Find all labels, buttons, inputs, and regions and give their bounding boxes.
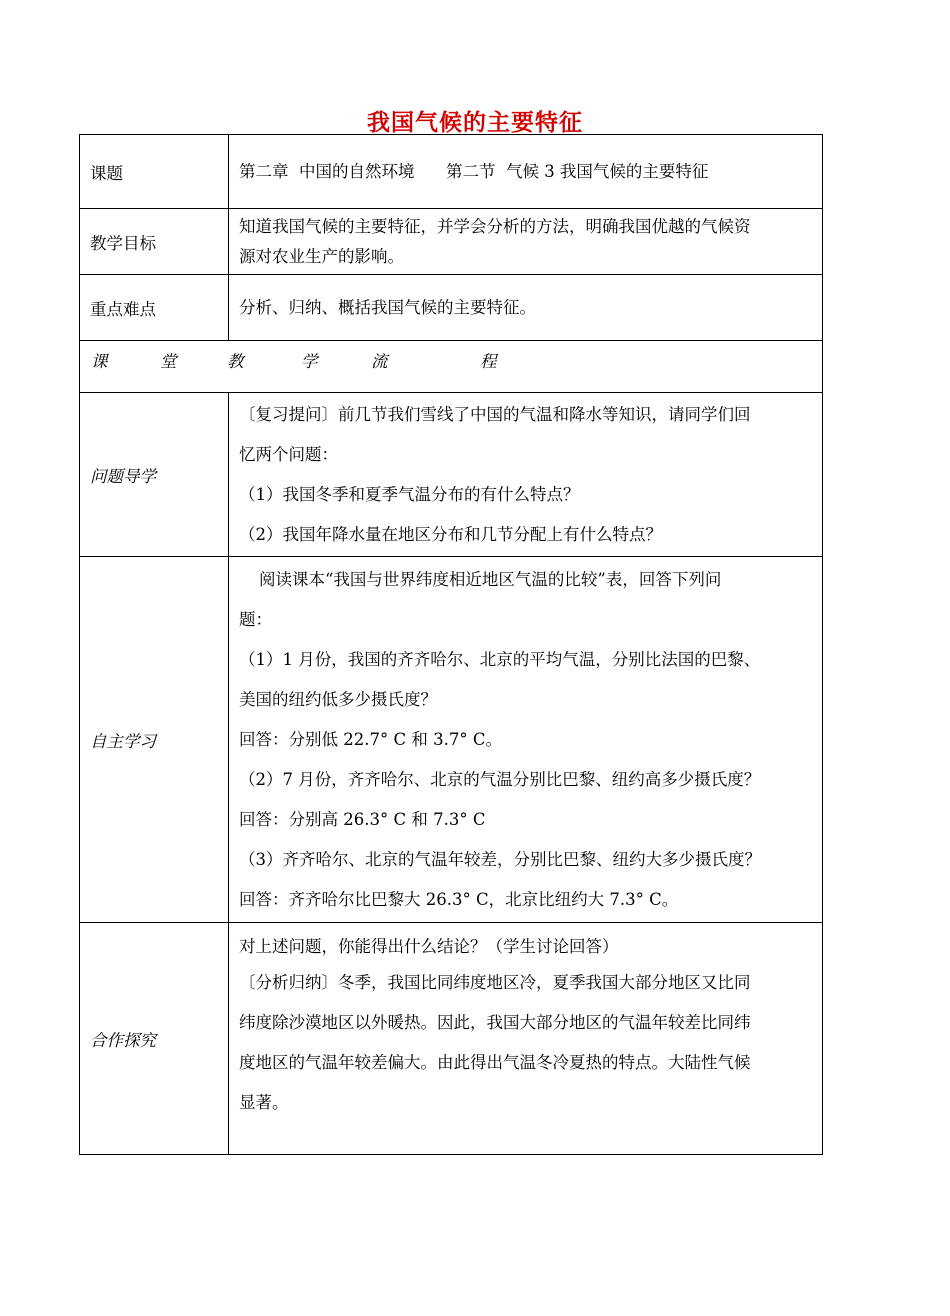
self-study-line: （1）1 月份，我国的齐齐哈尔、北京的平均气温，分别比法国的巴黎、 xyxy=(239,649,761,669)
guide-line: （2）我国年降水量在地区分布和几节分配上有什么特点？ xyxy=(239,524,662,544)
guide-line: （1）我国冬季和夏季气温分布的有什么特点？ xyxy=(239,484,580,504)
topic-text: 第二章 中国的自然环境 第二节 气候 3 我国气候的主要特征 xyxy=(239,161,709,181)
self-study-line: 美国的纽约低多少摄氏度？ xyxy=(239,689,437,709)
focus-label: 重点难点 xyxy=(80,275,229,341)
guide-line: 〔复习提问〕前几节我们雪线了中国的气温和降水等知识，请同学们回 xyxy=(239,404,751,424)
goals-value xyxy=(229,209,823,275)
self-study-line: 回答：分别高 26.3° C 和 7.3° C xyxy=(239,809,486,829)
self-study-line: （2）7 月份，齐齐哈尔、北京的气温分别比巴黎、纽约高多少摄氏度？ xyxy=(239,769,761,789)
guide-line: 忆两个问题： xyxy=(239,444,338,464)
table-row-goals xyxy=(80,209,823,275)
cooperate-line: 显著。 xyxy=(239,1093,289,1112)
cooperate-line: 纬度除沙漠地区以外暖热。因此，我国大部分地区的气温年较差比同纬 xyxy=(239,1013,751,1032)
flow-char: 课 xyxy=(91,351,108,371)
focus-text: 分析、归纳、概括我国气候的主要特征。 xyxy=(239,297,536,317)
goals-line: 源对农业生产的影响。 xyxy=(239,246,404,266)
topic-value xyxy=(229,135,823,209)
table-row-cooperate xyxy=(80,923,823,1155)
self-study-line: （3）齐齐哈尔、北京的气温年较差，分别比巴黎、纽约大多少摄氏度？ xyxy=(239,849,761,869)
flow-char: 学 xyxy=(301,351,318,371)
goals-line: 知道我国气候的主要特征，并学会分析的方法，明确我国优越的气候资 xyxy=(239,216,751,236)
cooperate-line: 〔分析归纳〕冬季，我国比同纬度地区冷，夏季我国大部分地区又比同 xyxy=(239,973,751,992)
self-study-line: 回答：分别低 22.7° C 和 3.7° C。 xyxy=(239,729,502,749)
cooperate-line: 度地区的气温年较差偏大。由此得出气温冬冷夏热的特点。大陆性气候 xyxy=(239,1053,751,1072)
focus-value xyxy=(229,275,823,341)
table-row-focus xyxy=(80,275,823,341)
self-study-line: 回答：齐齐哈尔比巴黎大 26.3° C，北京比纽约大 7.3° C。 xyxy=(239,889,679,909)
self-study-content xyxy=(229,557,823,923)
flow-header xyxy=(80,341,823,393)
flow-char: 程 xyxy=(480,351,497,371)
table-row-guide xyxy=(80,393,823,557)
table-row-topic xyxy=(80,135,823,209)
document-title: 我国气候的主要特征 xyxy=(367,110,583,136)
goals-label: 教学目标 xyxy=(80,209,229,275)
self-study-line: 阅读课本“我国与世界纬度相近地区气温的比较”表，回答下列问 xyxy=(259,569,722,589)
topic-label: 课题 xyxy=(80,135,229,209)
self-study-line: 题： xyxy=(239,609,272,629)
cooperate-label: 合作探究 xyxy=(80,923,229,1155)
cooperate-content xyxy=(229,923,823,1155)
flow-char: 堂 xyxy=(160,351,177,371)
cooperate-line: 对上述问题，你能得出什么结论？（学生讨论回答） xyxy=(239,937,619,956)
table-row-self-study xyxy=(80,557,823,923)
guide-content xyxy=(229,393,823,557)
flow-char: 教 xyxy=(227,351,244,371)
self-study-label: 自主学习 xyxy=(80,557,229,923)
flow-char: 流 xyxy=(371,351,388,371)
guide-label: 问题导学 xyxy=(80,393,229,557)
lesson-plan-table xyxy=(79,134,823,1155)
table-row-flow-header xyxy=(80,341,823,393)
